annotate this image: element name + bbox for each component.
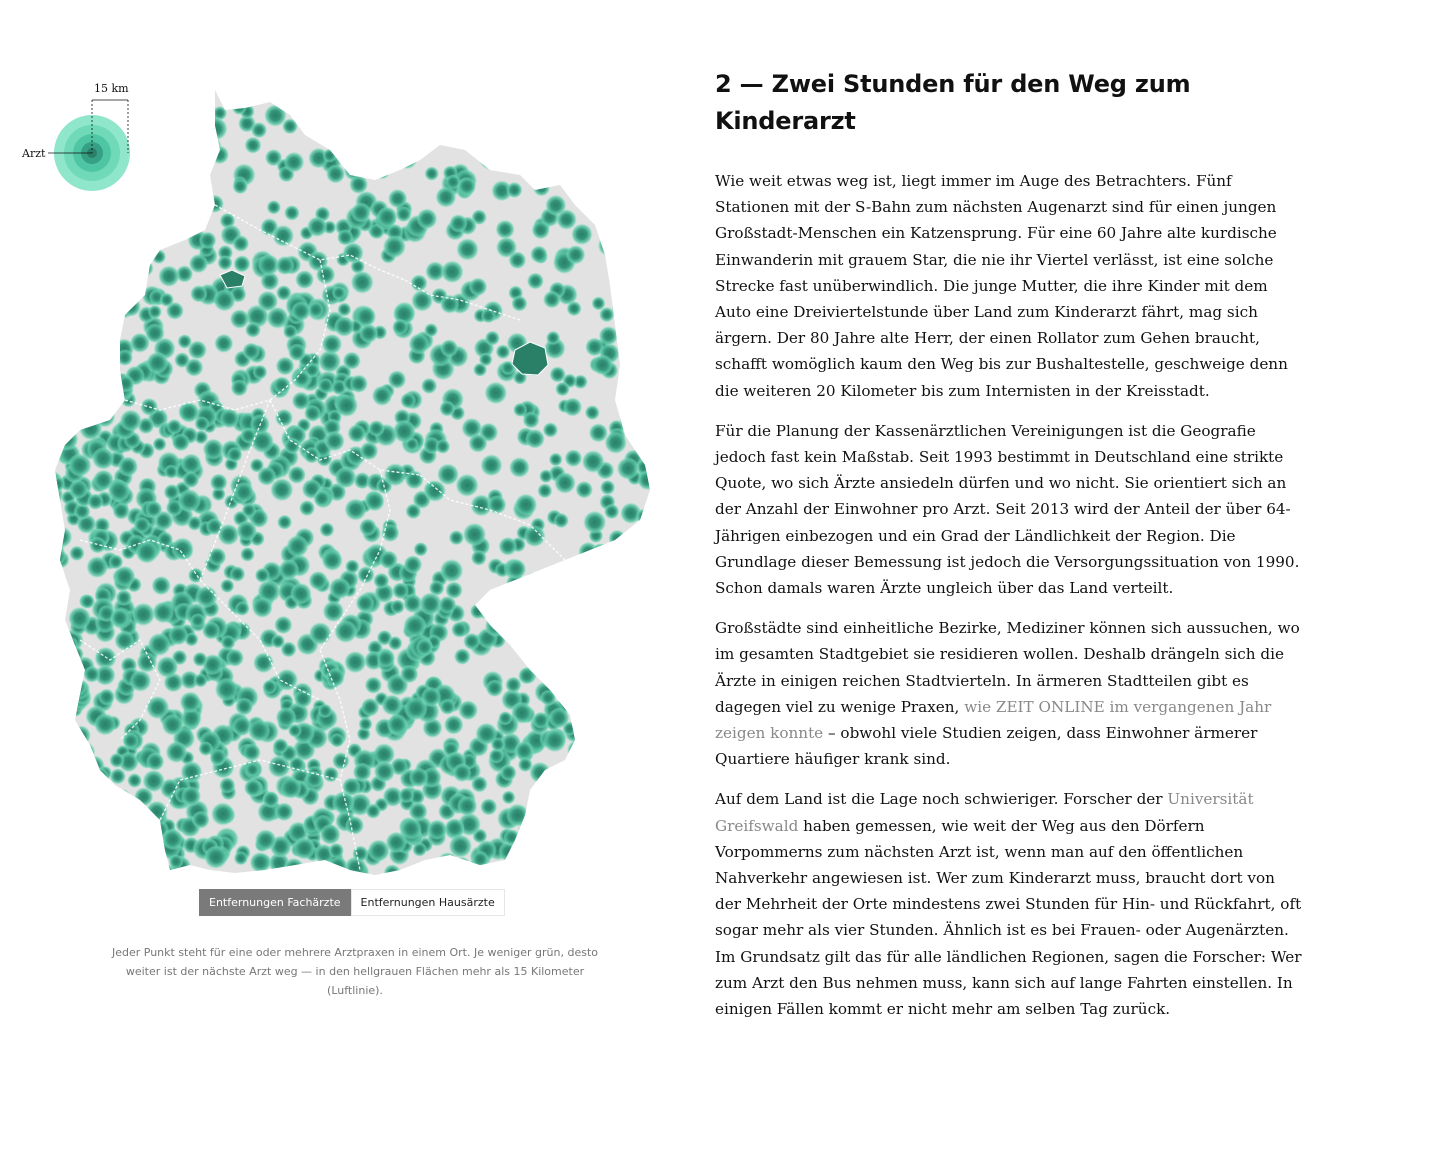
paragraph-1: Wie weit etwas weg ist, liegt immer im Auge des Betrachters. Fünf Stationen mit der S-Bahn zum nächsten Augenarzt sind für einen jungen Großstadt-Menschen ein Katzensprung. Für eine 60 Jahre alte kurdische Einwanderin mit grauem Star, die nie ihr Viertel verlässt, ist eine solche Strecke fast unüberwindlich. Die junge Mutter, die ihre Kinder mit dem Auto eine Dreiviertelstunde über Land zum Kinderarzt fährt, mag sich ärgern. Der 80 Jahre alte Herr, der einen Rollator zum Gehen braucht, schafft womöglich kaum den Weg bis zur Bushaltestelle, geschweige denn die weiteren 20 Kilometer bis zum Internisten in der Kreisstadt. xyxy=(715,172,1288,400)
tab-fachaerzte[interactable]: Entfernungen Fachärzte xyxy=(199,889,351,916)
legend-rings xyxy=(20,80,140,200)
legend-arzt-label: Arzt xyxy=(22,147,46,160)
map-canvas xyxy=(20,80,660,880)
map-mode-tabs xyxy=(199,889,505,916)
paragraph-4-text-a: Auf dem Land ist die Lage noch schwieriger. Forscher der xyxy=(715,790,1168,809)
tab-hausaerzte[interactable]: Entfernungen Hausärzte xyxy=(351,889,505,916)
map-caption: Jeder Punkt steht für eine oder mehrere Arztpraxen in einem Ort. Je weniger grün, desto weiter ist der nächste Arzt weg — in den hellgrauen Flächen mehr als 15 Kilometer (Luftlinie). xyxy=(111,946,598,997)
zeit-online-link[interactable]: wie ZEIT ONLINE im vergangenen Jahr zeigen konnte xyxy=(715,697,1272,743)
paragraph-3-text-b: – obwohl viele Studien zeigen, dass Einwohner ärmerer Quartiere häufiger krank sind. xyxy=(715,724,1258,769)
paragraph-4 xyxy=(715,786,1305,1022)
article-body xyxy=(715,66,1305,1036)
paragraph-3 xyxy=(715,615,1305,772)
universitaet-greifswald-link[interactable]: Universität Greifswald xyxy=(715,790,1254,835)
distance-legend xyxy=(20,80,140,200)
paragraph-4-text-b: haben gemessen, wie weit der Weg aus den Dörfern Vorpommerns zum nächsten Arzt ist, wenn man auf den öffentlichen Nahverkehr angewiesen ist. Wer zum Kinderarzt muss, braucht dort von der Mehrheit der Orte mindestens zwei Stunden für Hin- und Rückfahrt, oft sogar mehr als vier Stunden. Ähnlich ist es bei Frauen- oder Augenärzten. Im Grundsatz gilt das für alle ländlichen Regionen, sagen die Forscher: Wer zum Arzt den Bus nehmen muss, kann sich auf lange Fahrten einstellen. In einigen Fällen kommt er nicht mehr am selben Tag zurück. xyxy=(715,816,1302,1019)
paragraph-2: Für die Planung der Kassenärztlichen Vereinigungen ist die Geografie jedoch fast kein Maßstab. Seit 1993 bestimmt in Deutschland eine strikte Quote, wo sich Ärzte ansiedeln dürfen und wo nicht. Sie orientiert sich an der Anzahl der Einwohner pro Arzt. Seit 2013 wird der Anteil der über 64-Jährigen einbezogen und ein Grad der Ländlichkeit der Region. Die Grundlage dieser Bemessung ist jedoch die Versorgungssituation von 1990. Schon damals waren Ärzte ungleich über das Land verteilt. xyxy=(715,421,1300,598)
germany-doctor-distance-map xyxy=(20,80,660,880)
legend-km-label: 15 km xyxy=(94,82,129,95)
paragraph-3-text-a: Großstädte sind einheitliche Bezirke, Mediziner können sich aussuchen, wo im gesamten Stadtgebiet sie residieren wollen. Deshalb drängeln sich die Ärzte in einigen reichen Stadtvierteln. In ärmeren Stadtteilen gibt es dagegen viel zu wenige Praxen, xyxy=(715,619,1300,716)
section-headline: 2 — Zwei Stunden für den Weg zum Kinderarzt xyxy=(715,70,1191,135)
